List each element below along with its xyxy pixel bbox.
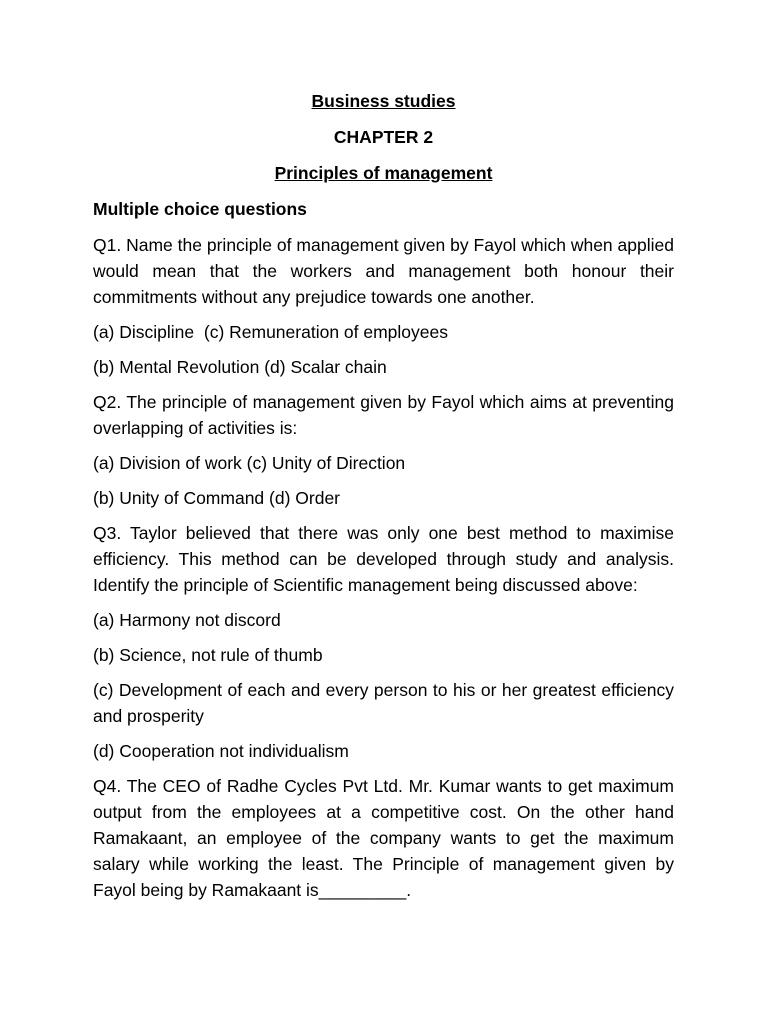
- question-option: (c) Development of each and every person to his or her greatest efficiency and prosperity: [93, 680, 674, 726]
- question-text: Q2. The principle of management given by Fayol which aims at preventing overlapping of activities is:: [93, 392, 674, 438]
- question-4: [93, 773, 674, 903]
- subject-title: Business studies: [311, 91, 456, 111]
- question-option: (a) Harmony not discord: [93, 610, 281, 630]
- question-option: (b) Science, not rule of thumb: [93, 645, 323, 665]
- question-2: [93, 389, 674, 511]
- question-option: (b) Mental Revolution (d) Scalar chain: [93, 357, 387, 377]
- chapter-title: CHAPTER 2: [333, 127, 434, 147]
- document-page: [93, 88, 674, 912]
- question-text: Q3. Taylor believed that there was only one best method to maximise efficiency. This method can be developed through study and analysis. Identify the principle of Scientific management being discussed above:: [93, 523, 674, 595]
- question-1: [93, 232, 674, 380]
- section-heading: Multiple choice questions: [93, 199, 307, 219]
- question-option: (d) Cooperation not individualism: [93, 741, 349, 761]
- question-option: (b) Unity of Command (d) Order: [93, 488, 341, 508]
- question-option: (a) Division of work (c) Unity of Direction: [93, 453, 406, 473]
- question-3: [93, 520, 674, 764]
- question-text: Q1. Name the principle of management given by Fayol which when applied would mean that the workers and management both honour their commitments without any prejudice towards one another.: [93, 235, 674, 307]
- question-text: Q4. The CEO of Radhe Cycles Pvt Ltd. Mr. Kumar wants to get maximum output from the employees at a competitive cost. On the other hand Ramakaant, an employee of the company wants to get the maximum salary while working the least. The Principle of management given by Fayol being by Ramakaant is_________.: [93, 776, 674, 900]
- topic-title: Principles of management: [274, 163, 493, 183]
- question-option: (a) Discipline (c) Remuneration of employees: [93, 322, 448, 342]
